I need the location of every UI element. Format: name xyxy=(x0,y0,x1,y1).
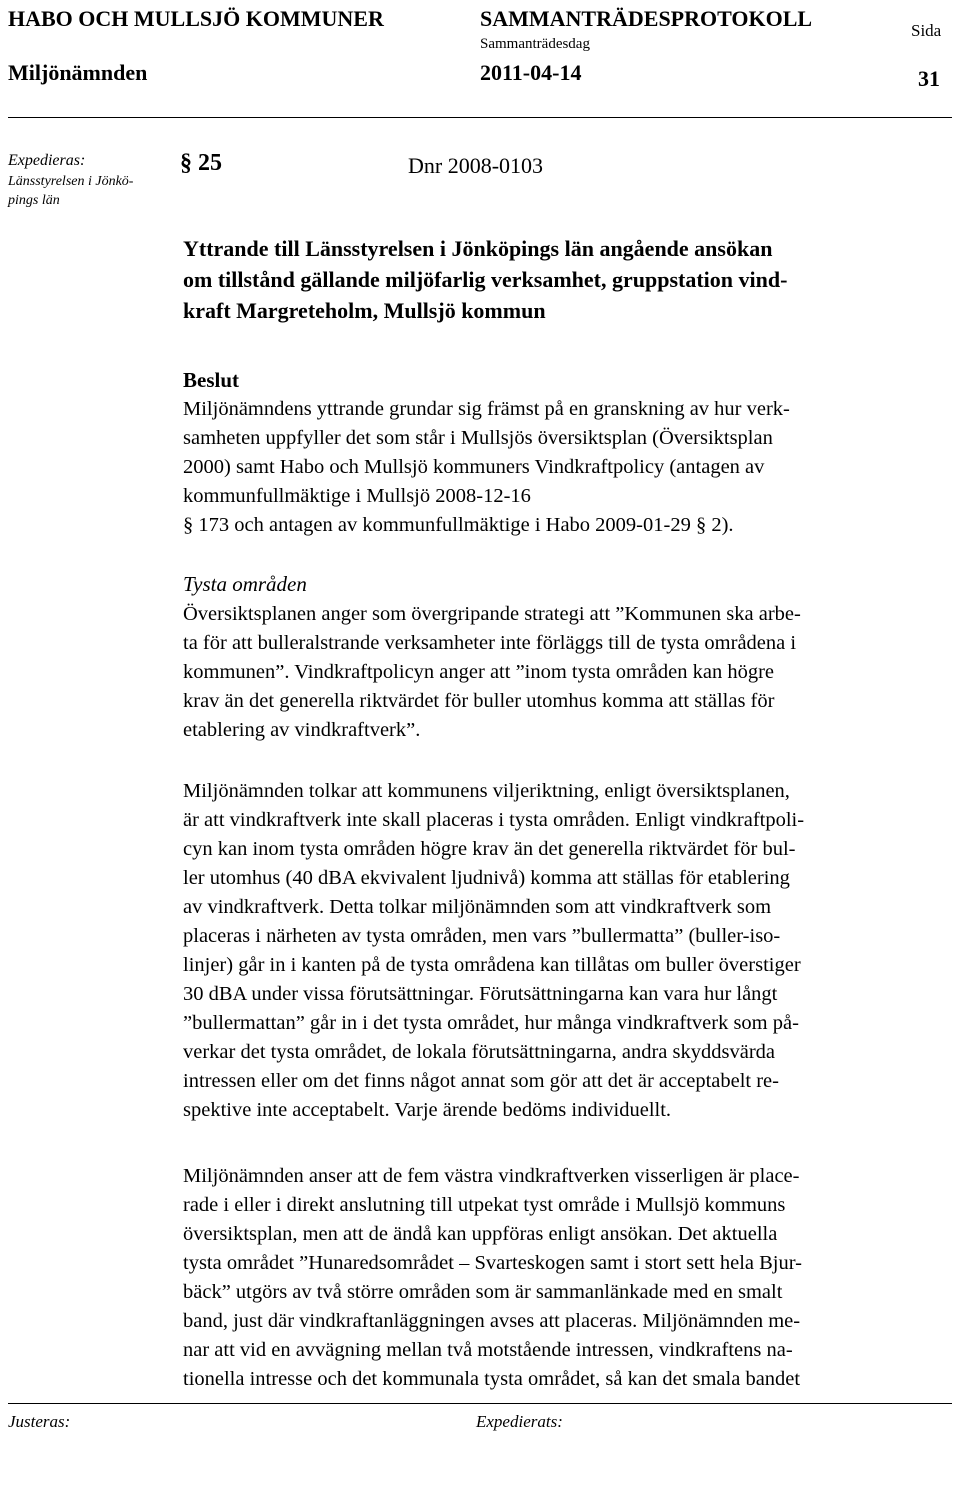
tysta-text xyxy=(183,600,801,745)
text-line: Miljönämnden anser att de fem västra vindkraftverken visserligen är place- xyxy=(183,1165,800,1187)
text-line: tysta området ”Hunaredsområdet – Svarteskogen samt i stort sett hela Bjur- xyxy=(183,1252,802,1274)
beslut-text xyxy=(183,395,790,540)
text-line: placeras i närheten av tysta områden, men vars ”bullermatta” (buller-iso- xyxy=(183,925,781,947)
page-label: Sida xyxy=(911,21,942,40)
expedieras-label: Expedieras: xyxy=(8,152,86,169)
tysta-heading: Tysta områden xyxy=(183,572,307,596)
text-line: verkar det tysta området, de lokala förutsättningarna, andra skyddsvärda xyxy=(183,1041,776,1063)
header-rule xyxy=(8,117,952,118)
text-line: av vindkraftverk. Detta tolkar miljönämnden som att vindkraftverk som xyxy=(183,896,772,918)
text-line: Miljönämnden tolkar att kommunens viljeriktning, enligt översiktsplanen, xyxy=(183,780,790,802)
title-line: kraft Margreteholm, Mullsjö kommun xyxy=(183,298,546,323)
text-line: intressen eller om det finns något annat som gör att det är acceptabelt re- xyxy=(183,1070,779,1092)
text-line: nar att vid en avvägning mellan två motstående intressen, vindkraftens na- xyxy=(183,1339,793,1361)
text-line: kommunfullmäktige i Mullsjö 2008-12-16 xyxy=(183,485,531,507)
text-line: krav än det generella riktvärdet för buller utomhus komma att ställas för xyxy=(183,690,775,712)
text-line: översiktsplan, men att de ändå kan uppföras enligt ansökan. Det aktuella xyxy=(183,1223,778,1245)
text-line: Översiktsplanen anger som övergripande strategi att ”Kommunen ska arbe- xyxy=(183,603,801,625)
text-line: rade i eller i direkt anslutning till utpekat tyst område i Mullsjö kommuns xyxy=(183,1194,786,1216)
case-paragraph xyxy=(180,150,222,177)
interpretation-paragraph xyxy=(183,777,804,1125)
title-line: om tillstånd gällande miljöfarlig verksamhet, gruppstation vind- xyxy=(183,267,788,292)
text-line: etablering av vindkraftverk”. xyxy=(183,719,421,741)
assessment-paragraph xyxy=(183,1162,802,1394)
meeting-date-label: Sammanträdesdag xyxy=(480,36,590,52)
dnr-number: Dnr 2008-0103 xyxy=(408,153,544,178)
text-line: bäck” utgörs av två större områden som är sammanlänkade med en smalt xyxy=(183,1281,783,1303)
text-line: cyn kan inom tysta områden högre krav än det generella riktvärdet för bul- xyxy=(183,838,796,860)
committee-name: Miljönämnden xyxy=(8,60,148,85)
beslut-heading: Beslut xyxy=(183,368,240,392)
text-line: band, just där vindkraftanläggningen avses att placeras. Miljönämnden me- xyxy=(183,1310,801,1332)
title-line: Yttrande till Länsstyrelsen i Jönköpings län angående ansökan xyxy=(183,236,773,261)
footer-rule xyxy=(8,1403,952,1404)
text-line: Miljönämndens yttrande grundar sig främst på en granskning av hur verk- xyxy=(183,398,790,420)
text-line: § 173 och antagen av kommunfullmäktige i Habo 2009-01-29 § 2). xyxy=(183,514,734,536)
paragraph-number: 25 xyxy=(198,150,222,176)
document-type: SAMMANTRÄDESPROTOKOLL xyxy=(480,6,813,31)
text-line: kommunen”. Vindkraftpolicyn anger att ”inom tysta områden kan högre xyxy=(183,661,775,683)
text-line: spektive inte acceptabelt. Varje ärende bedöms individuellt. xyxy=(183,1099,672,1121)
expedierats-label: Expedierats: xyxy=(476,1412,563,1431)
text-line: är att vindkraftverk inte skall placeras i tysta områden. Enligt vindkraftpoli- xyxy=(183,809,805,831)
municipality-name: HABO OCH MULLSJÖ KOMMUNER xyxy=(8,6,384,31)
text-line: linjer) går in i kanten på de tysta områdena kan tillåtas om buller överstiger xyxy=(183,954,801,976)
recipient-line-2: pings län xyxy=(8,193,60,208)
text-line: ta för att bulleralstrande verksamheter inte förläggs till de tysta områdena i xyxy=(183,632,797,654)
text-line: 2000) samt Habo och Mullsjö kommuners Vindkraftpolicy (antagen av xyxy=(183,456,765,478)
page-number: 31 xyxy=(918,66,940,91)
recipient-line-1: Länsstyrelsen i Jönkö- xyxy=(8,174,134,189)
text-line: samheten uppfyller det som står i Mullsjös översiktsplan (Översiktsplan xyxy=(183,427,773,449)
text-line: tionella intresse och det kommunala tysta området, så kan det smala bandet xyxy=(183,1368,801,1390)
text-line: ”bullermattan” går in i det tysta området, hur många vindkraftverk som på- xyxy=(183,1012,799,1034)
text-line: ler utomhus (40 dBA ekvivalent ljudnivå) komma att ställas för etablering xyxy=(183,867,790,889)
justeras-label: Justeras: xyxy=(8,1412,71,1431)
paragraph-symbol: § xyxy=(180,150,192,176)
meeting-date: 2011-04-14 xyxy=(480,60,582,85)
document-title xyxy=(183,233,787,326)
text-line: 30 dBA under vissa förutsättningar. Förutsättningarna kan vara hur långt xyxy=(183,983,778,1005)
